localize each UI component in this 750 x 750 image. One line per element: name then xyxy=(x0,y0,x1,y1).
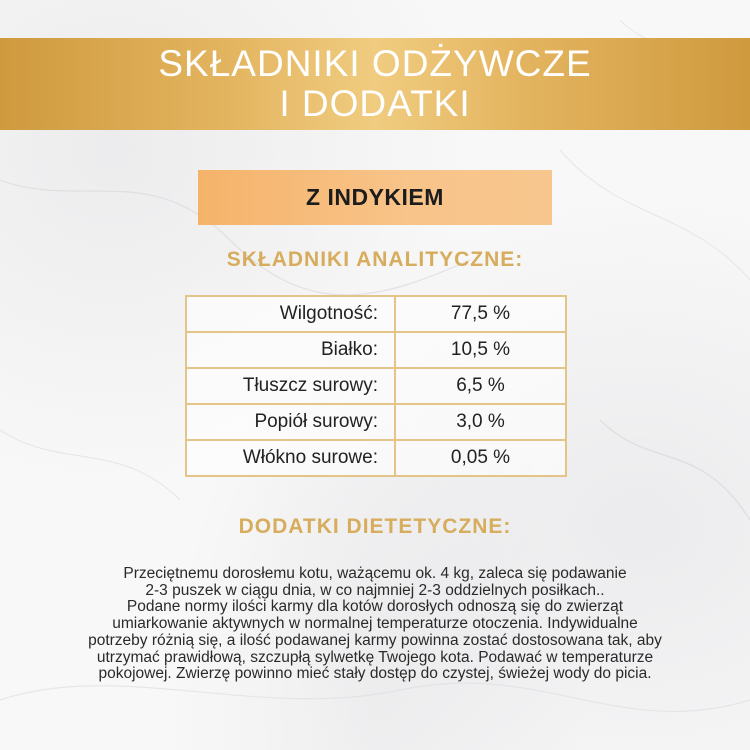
row-label: Włókno surowe: xyxy=(186,440,395,476)
analytical-table xyxy=(185,295,567,477)
row-value: 3,0 % xyxy=(395,404,566,440)
page-title xyxy=(0,44,750,124)
table-row xyxy=(186,332,566,368)
description-line: Przeciętnemu dorosłemu kotu, ważącemu ok. 4 kg, zaleca się podawanie xyxy=(123,565,627,582)
table-row xyxy=(186,296,566,332)
row-label: Wilgotność: xyxy=(186,296,395,332)
row-label: Popiół surowy: xyxy=(186,404,395,440)
table-row xyxy=(186,404,566,440)
dietetic-heading: DODATKI DIETETYCZNE: xyxy=(238,515,512,538)
title-line-2: I DODATKI xyxy=(279,83,471,124)
description-line: umiarkowanie aktywnych w normalnej temperaturze otoczenia. Indywidualne xyxy=(112,615,638,633)
table-row xyxy=(186,368,566,404)
row-value: 6,5 % xyxy=(395,368,566,404)
table-row xyxy=(186,440,566,476)
title-line-1: SKŁADNIKI ODŻYWCZE xyxy=(158,43,592,84)
row-value: 10,5 % xyxy=(395,332,566,368)
description-line: utrzymać prawidłową, szczupłą sylwetkę Twojego kota. Podawać w temperaturze xyxy=(96,648,654,666)
description-line: potrzeby różnią się, a ilość podawanej karmy powinna zostać dostosowana tak, aby xyxy=(88,631,662,649)
description-line: pokojowej. Zwierzę powinno mieć stały dostęp do czystej, świeżej wody do picia. xyxy=(98,665,652,683)
row-value: 77,5 % xyxy=(395,296,566,332)
analytical-heading: SKŁADNIKI ANALITYCZNE: xyxy=(226,248,524,271)
row-value: 0,05 % xyxy=(395,440,566,476)
feeding-description xyxy=(60,566,690,683)
row-label: Białko: xyxy=(186,332,395,368)
description-line: 2-3 puszek w ciągu dnia, w co najmniej 2-3 oddzielnych posiłkach.. xyxy=(145,581,605,599)
description-line: Podane normy ilości karmy dla kotów dorosłych odnoszą się do zwierząt xyxy=(126,598,624,616)
variant-label: Z INDYKIEM xyxy=(306,184,444,210)
row-label: Tłuszcz surowy: xyxy=(186,368,395,404)
